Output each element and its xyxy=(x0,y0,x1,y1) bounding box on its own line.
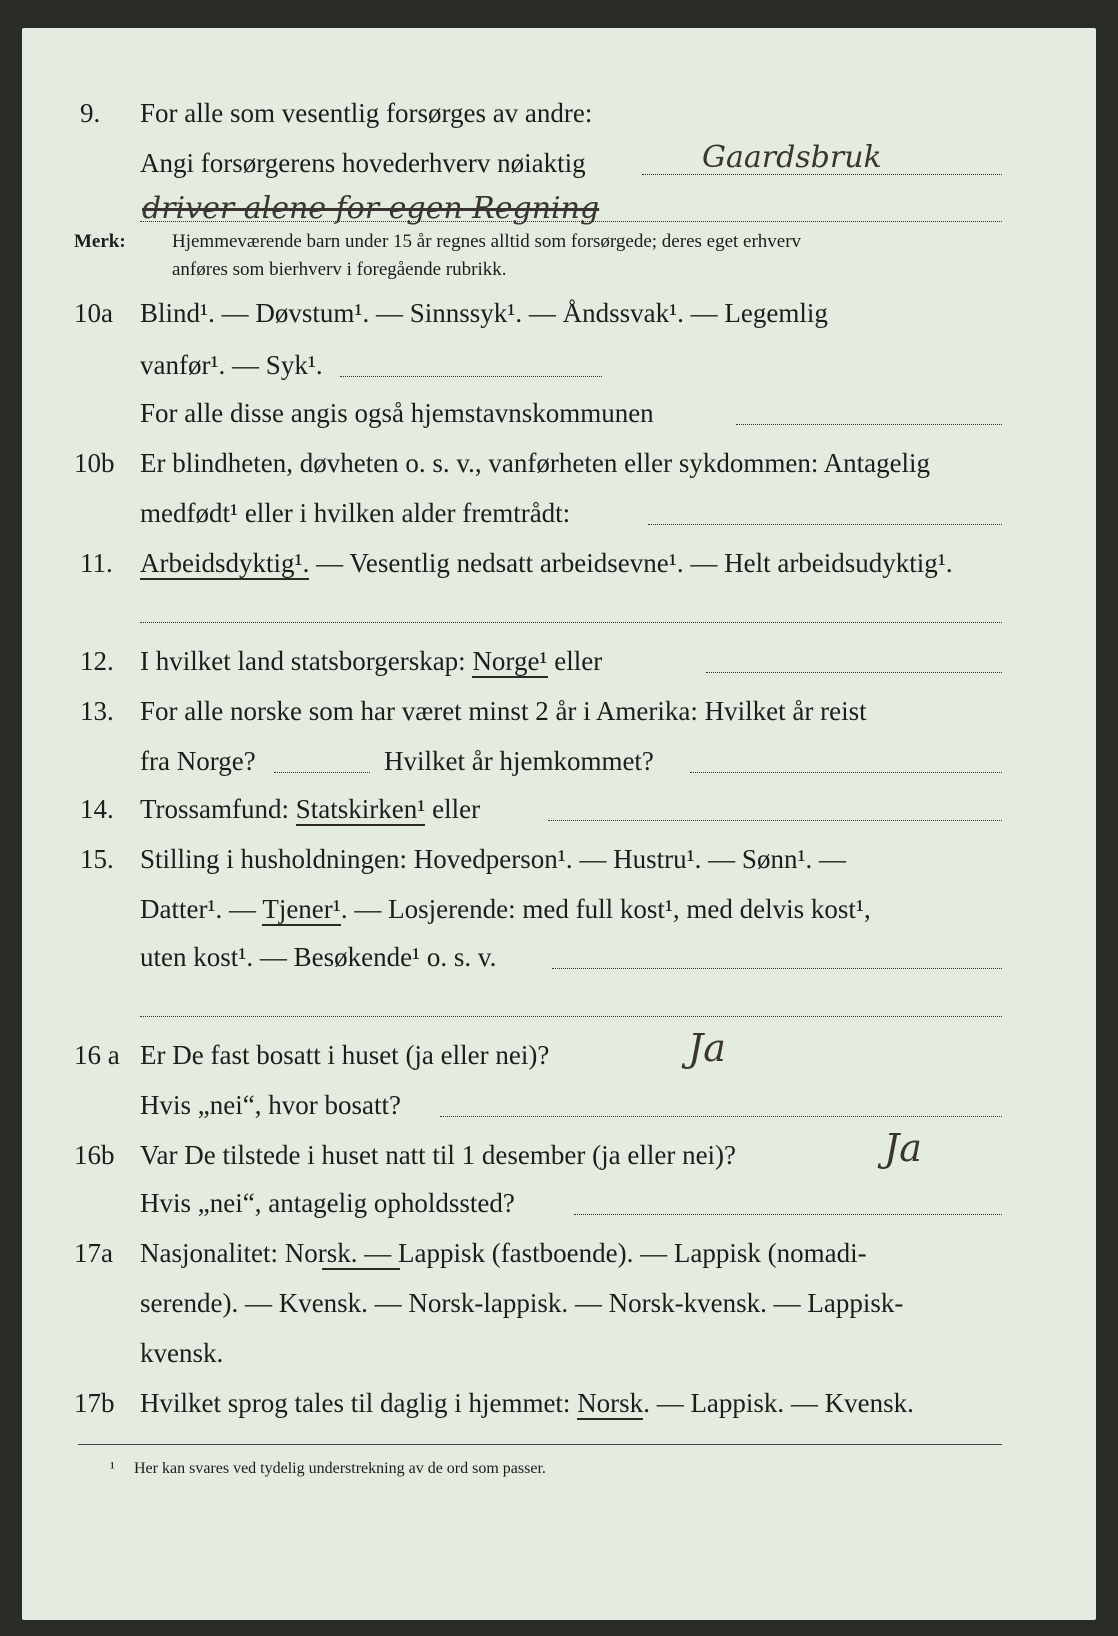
q9-answer-line xyxy=(642,154,1002,175)
q13-returned: Hvilket år hjemkommet? xyxy=(384,746,654,776)
footnote-separator xyxy=(78,1444,1002,1445)
q15-options-3: uten kost¹. — Besøkende¹ o. s. v. xyxy=(140,942,497,972)
q10b-onset-label: medfødt¹ eller i hvilken alder fremtrådt: xyxy=(140,498,571,528)
q17a-options-1: Nasjonalitet: Norsk. — Lappisk (fastboende). — Lappisk (nomadi- xyxy=(140,1238,867,1268)
q15-options-1: Stilling i husholdningen: Hovedperson¹. — Hustru¹. — Sønn¹. — xyxy=(140,844,847,874)
q14-answer-line xyxy=(548,800,1002,821)
q13-year-returned-line xyxy=(690,752,1002,773)
footnote-text: Her kan svares ved tydelig understrekning av de ord som passer. xyxy=(134,1460,546,1477)
q17b-question xyxy=(140,1388,914,1419)
merk-text-1: Hjemmeværende barn under 15 år regnes alltid som forsørgede; deres eget erhverv xyxy=(172,231,802,252)
q13-question: For alle norske som har været minst 2 år i Amerika: Hvilket år reist xyxy=(140,696,867,726)
q12-number: 12. xyxy=(80,646,114,676)
q14-question xyxy=(140,794,480,825)
q16b-answer-line xyxy=(574,1194,1002,1215)
q10a-options-1: Blind¹. — Døvstum¹. — Sinnssyk¹. — Åndssvak¹. — Legemlig xyxy=(140,298,828,328)
q11-rest: — Vesentlig nedsatt arbeidsevne¹. — Helt arbeidsudyktig¹. xyxy=(309,548,953,578)
q14-number: 14. xyxy=(80,794,114,824)
q10b-number: 10b xyxy=(74,448,115,478)
q14-underlined-option: Statskirken¹ xyxy=(295,794,426,824)
q16a-answer-line xyxy=(440,1096,1002,1117)
q10a-municipality-line xyxy=(736,404,1002,425)
q15-answer-line-2 xyxy=(140,996,1002,1017)
q17b-underlined-option: Norsk xyxy=(577,1388,644,1418)
q16b-handwritten-answer: Ja xyxy=(884,1126,922,1170)
q17a-options-3: kvensk. xyxy=(140,1338,224,1368)
q10a-options-2: vanfør¹. — Syk¹. xyxy=(140,350,323,380)
q10b-answer-line xyxy=(648,504,1002,525)
q15-pre: Datter¹. — xyxy=(140,894,263,924)
q9-occupation-label: Angi forsørgerens hovederhverv nøiaktig xyxy=(140,148,586,178)
q16a-where-label: Hvis „nei“, hvor bosatt? xyxy=(140,1090,401,1120)
q12-underlined-option: Norge¹ xyxy=(472,646,548,676)
q16b-question: Var De tilstede i huset natt til 1 desember (ja eller nei)? xyxy=(140,1140,737,1170)
q12-pre: I hvilket land statsborgerskap: xyxy=(140,646,473,676)
q13-year-left-line xyxy=(274,752,370,773)
q11-underlined-option: Arbeidsdyktig¹. xyxy=(140,548,310,578)
q11-options xyxy=(140,548,953,579)
q13-number: 13. xyxy=(80,696,114,726)
q11-number: 11. xyxy=(80,548,113,578)
q14-post: eller xyxy=(425,794,481,824)
q12-answer-line xyxy=(706,652,1002,673)
q9-number: 9. xyxy=(80,98,101,128)
q9-handwritten-answer-2: driver alene for egen Regning xyxy=(142,191,600,226)
q9-handwritten-answer: Gaardsbruk xyxy=(702,140,882,175)
q15-answer-line xyxy=(552,948,1002,969)
q11-answer-line xyxy=(140,602,1002,623)
q16b-whereabouts-label: Hvis „nei“, antagelig opholdssted? xyxy=(140,1188,515,1218)
q10a-answer-line xyxy=(340,356,602,377)
merk-text-2: anføres som bierhverv i foregående rubrikk. xyxy=(172,259,507,280)
q10b-question: Er blindheten, døvheten o. s. v., vanførheten eller sykdommen: Antagelig xyxy=(140,448,931,478)
q17b-post: . — Lappisk. — Kvensk. xyxy=(643,1388,914,1418)
q10a-number: 10a xyxy=(74,298,113,328)
q16a-handwritten-answer: Ja xyxy=(688,1026,726,1070)
q15-number: 15. xyxy=(80,844,114,874)
q17a-number: 17a xyxy=(74,1238,113,1268)
q15-post: . — Losjerende: med full kost¹, med delvis kost¹, xyxy=(340,894,871,924)
q15-options-2 xyxy=(140,894,871,925)
q10a-municipality-label: For alle disse angis også hjemstavnskommunen xyxy=(140,398,654,428)
merk-label: Merk: xyxy=(74,231,126,252)
q17a-options-2: serende). — Kvensk. — Norsk-lappisk. — Norsk-kvensk. — Lappisk- xyxy=(140,1288,904,1318)
q13-left-from-norway: fra Norge? xyxy=(140,746,256,776)
footnote-mark: ¹ xyxy=(110,1460,115,1477)
q17a-answer-underline xyxy=(322,1268,400,1270)
q17b-number: 17b xyxy=(74,1388,115,1418)
q16a-question: Er De fast bosatt i huset (ja eller nei)? xyxy=(140,1040,550,1070)
census-form-page xyxy=(22,28,1096,1620)
q16b-number: 16b xyxy=(74,1140,115,1170)
q9-answer-line-2 xyxy=(140,201,1002,222)
q17b-pre: Hvilket sprog tales til daglig i hjemmet: xyxy=(140,1388,578,1418)
q12-question xyxy=(140,646,602,677)
q9-question: For alle som vesentlig forsørges av andre: xyxy=(140,98,593,128)
q12-post: eller xyxy=(547,646,603,676)
q14-pre: Trossamfund: xyxy=(140,794,296,824)
q15-underlined-option: Tjener¹ xyxy=(262,894,341,924)
q16a-number: 16 a xyxy=(74,1040,120,1070)
